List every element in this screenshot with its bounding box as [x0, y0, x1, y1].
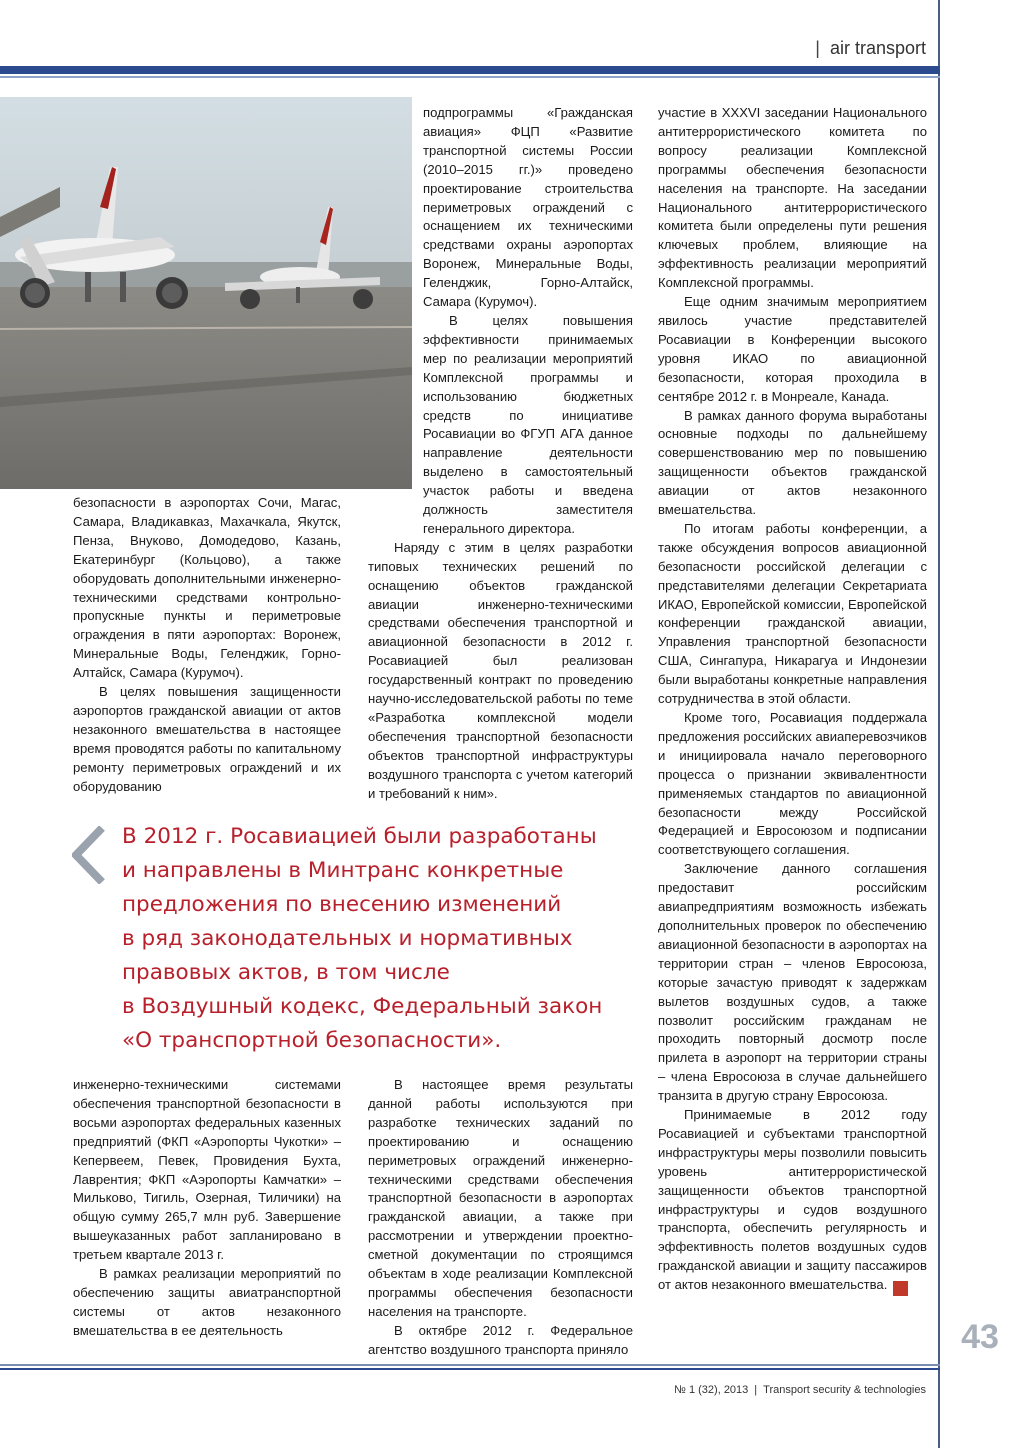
- section-title: air transport: [829, 38, 926, 58]
- paragraph: В рамках данного форума выработаны основные подходы по дальнейшему совершенствованию мер по повышению защищенности объектов гражданской авиации от актов незаконного вмешательства.: [658, 407, 927, 518]
- paragraph: В октябре 2012 г. Федеральное агентство воздушного транспорта приняло: [368, 1322, 633, 1357]
- paragraph: подпрограммы «Гражданская авиация» ФЦП «Развитие транспортной системы России (2010–2015 гг.)» проведено проектирование строительства периметровых ограждений с оснащением их техническими средствами охраны аэропортах Воронеж, Минеральные Воды, Геленджик, Горно-Алтайск, Самара (Курумоч).: [423, 105, 633, 310]
- header-divider: |: [815, 38, 820, 58]
- footer-divider: |: [754, 1384, 758, 1396]
- airport-photo: [0, 97, 412, 489]
- paragraph: В рамках реализации мероприятий по обеспечению защиты авиатранспортной системы от актов незаконного вмешательства в ее деятельность: [73, 1266, 341, 1338]
- journal-title: Transport security & technologies: [763, 1384, 926, 1396]
- paragraph: инженерно-техническими системами обеспечения транспортной безопасности в восьми аэропортах федеральных казенных предприятий (ФКП «Аэропорты Чукотки» – Кепервеем, Певек, Провидения Бухта, Лаврентия; ФКП «Аэропорты Камчатки» – Мильково, Тигиль, Озерная, Тиличики) на общую сумму 265,7 млн руб. Завершение вышеуказанных работ запланировано в третьем квартале 2013 г.: [73, 1077, 341, 1263]
- paragraph: участие в XXXVI заседании Национального антитеррористического комитета по вопросу реализации Комплексной программы обеспечения безопасности населения на транспорте. На заседании Национального антитеррористического комитета были определены пути решения ключевых проблем, влияющие на эффективность реализации мероприятий Комплексной программы.: [658, 105, 927, 291]
- paragraph: безопасности в аэропортах Сочи, Магас, Самара, Владикавказ, Махачкала, Якутск, Пенза, Внуково, Домодедово, Казань, Екатеринбург (Кольцово), а также оборудовать дополнительными инженерно-техническими средствами контрольно-пропускные пункты и периметровые ограждения в пяти аэропортах: Воронеж, Минеральные Воды, Геленджик, Горно-Алтайск, Самара (Курумоч).: [73, 495, 341, 681]
- page-number: 43: [961, 1318, 999, 1356]
- paragraph: По итогам работы конференции, а также обсуждения вопросов авиационной безопасности российской делегации с представителями делегации Секретариата ИКАО, Европейской комиссии, Европейской конференции гражданской авиации, Управления транспортной безопасности США, Сингапура, Никарагуа и Индонезии были выработаны конкретные направления сотрудничества в этой области.: [658, 520, 927, 707]
- footer-rule-thick: [0, 1368, 940, 1370]
- pull-quote-text: В 2012 г. Росавиацией были разработаны и направлены в Минтранс конкретные предложения по внесению изменений в ряд законодательных и нормативных правовых актов, в том числе в Воздушный кодекс, Федеральный закон «О транспортной безопасности».: [122, 824, 603, 1053]
- header-rule-thin: [0, 76, 940, 78]
- end-mark-logo: T&T: [893, 1281, 908, 1296]
- paragraph-text: Принимаемые в 2012 году Росавиацией и субъектами транспортной инфраструктуры меры позволили повысить уровень антитеррористической защищенности объектов транспортной инфраструктуры и судов воздушного транспорта, обеспечить регулярность и эффективность полетов воздушных судов гражданской авиации и защиту пассажиров от актов незаконного вмешательства.: [658, 1107, 927, 1293]
- column-3: [658, 104, 935, 1296]
- column-1-bottom: [73, 1076, 341, 1341]
- header-rule: [0, 66, 940, 74]
- column-2-bottom: [368, 1076, 633, 1360]
- right-margin-rule: [938, 0, 940, 1448]
- paragraph: В настоящее время результаты данной работы используются при разработке технических заданий по проектированию и оснащению периметровых ограждений инженерно-техническими средствами обеспечения транспортной безопасности в аэропортах гражданской авиации, а также при рассмотрении и утверждении проектно-сметной документации по строящимся объектам в ходе реализации Комплексной программы обеспечения безопасности населения на транспорте.: [368, 1077, 633, 1319]
- quote-chevron-icon: [72, 826, 108, 884]
- section-header: [815, 38, 926, 59]
- paragraph: Заключение данного соглашения предоставит российским авиапредприятиям возможность избежать дополнительных проверок по обеспечению авиационной безопасности в аэропортах на территории стран – членов Евросоюза, которые зачастую приводят к задержкам вылетов воздушных судов, а также позволит российским гражданам не проходить повторный досмотр после прилета в аэропорт на территории страны – члена Евросоюза в случае дальнейшего транзита в другую страну Евросоюза.: [658, 861, 927, 1104]
- paragraph: В целях повышения защищенности аэропортов гражданской авиации от актов незаконного вмешательства в настоящее время проводятся работы по капитальному ремонту периметровых ограждений и их оборудованию: [73, 684, 341, 794]
- column-2-top: [368, 104, 633, 804]
- paragraph: Кроме того, Росавиация поддержала предложения российских авиаперевозчиков и инициировала начало переговорного процесса о признании эквивалентности применяемых стандартов по авиационной безопасности между Российской Федерацией и Евросоюзом и подписании соответствующего соглашения.: [658, 710, 927, 858]
- paragraph: В целях повышения эффективности принимаемых мер по реализации мероприятий Комплексной программы и использованию бюджетных средств по инициативе Росавиации во ФГУП АГА данное направление деятельности выделено в самостоятельный участок работы и введена должность заместителя генерального директора.: [423, 312, 633, 536]
- paragraph-last: [658, 1106, 935, 1296]
- footer-rule: [0, 1364, 940, 1366]
- page-footer: [674, 1384, 926, 1396]
- issue-number: № 1 (32), 2013: [674, 1384, 749, 1396]
- paragraph: Еще одним значимым мероприятием явилось участие представителей Росавиации в Конференции высокого уровня ИКАО по авиационной безопасности, которая проходила в сентябре 2012 г. в Монреале, Канада.: [658, 294, 927, 404]
- column-1-top: [73, 494, 341, 797]
- airplanes-on-runway-image: [0, 97, 412, 489]
- paragraph: Наряду с этим в целях разработки типовых технических решений по оснащению объектов гражданской авиации инженерно-техническими средствами обеспечения транспортной и авиационной безопасности в 2012 г. Росавиацией был реализован государственный контракт по проведению научно-исследовательской работы по теме «Разработка комплексной модели обеспечения транспортной безопасности объектов транспортной инфраструктуры воздушного транспорта с учетом категорий и требований к ним».: [368, 539, 633, 801]
